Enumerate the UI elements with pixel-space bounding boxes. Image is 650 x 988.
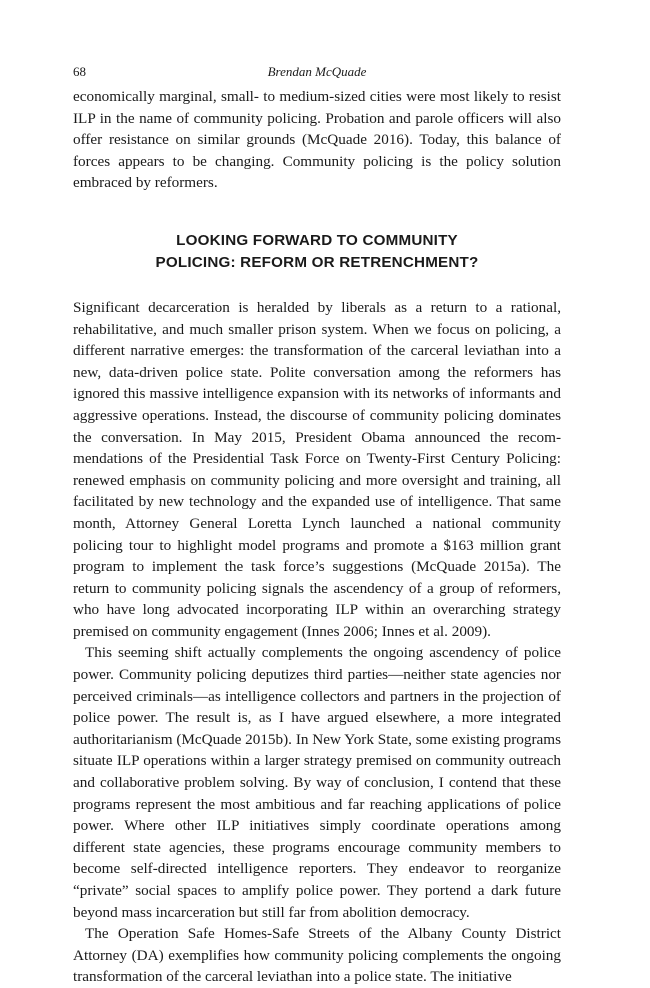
paragraph-2: This seeming shift actually complements the ongoing ascendency of police power. Community policing deputizes third parties—neither state agencies nor perceived criminals—as intelligence collectors and partners in the projection of police power. The result is, as I have argued elsewhere, a more integrated authoritarianism (McQuade 2015b). In New York State, some existing programs situate ILP operations within a larger strategy premised on community outreach and collaborative problem solving. By way of conclusion, I contend that these programs represent the most ambitious and far reaching applications of police power. Where other ILP initiatives simply coordinate operations among different state agencies, these programs encourage community members to become self-directed intelligence reporters. They endeavor to reorganize “private” social spaces to amplify police power. They portend a dark future beyond mass incarceration but still far from abolition democracy. bbox=[73, 644, 561, 921]
running-header bbox=[73, 64, 561, 86]
page-number: 68 bbox=[73, 64, 86, 79]
paragraph-1: Significant decarceration is heralded by liberals as a return to a rational, rehabilitative, and much smaller prison system. When we focus on policing, a different narrative emerges: the transformation of the carceral leviathan into a new, data-driven police state. Polite conversation among the reformers has ignored this massive intelligence expansion with its networks of informants and aggressive operations. Instead, the discourse of community policing dominates the conversation. In May 2015, President Obama announced the recommendations of the Presidential Task Force on Twenty-First Century Policing: renewed emphasis on community policing and more oversight and training, all facilitated by new technology and the expanded use of intelligence. That same month, Attorney General Loretta Lynch launched a national community policing tour to highlight model programs and promote a $163 million grant program to implement the task force’s suggestions (McQuade 2015a). The return to community policing signals the ascendency of a group of reformers, who have long advocated incorporating ILP within an overarching strategy premised on community engagement (Innes 2006; Innes et al. 2009). bbox=[73, 298, 561, 640]
section-heading-line-1: LOOKING FORWARD TO COMMUNITY bbox=[176, 231, 458, 249]
book-page bbox=[73, 64, 561, 988]
running-title: Brendan McQuade bbox=[267, 64, 367, 79]
section-heading-line-2: POLICING: REFORM OR RETRENCHMENT? bbox=[155, 253, 479, 271]
paragraph-intro: economically marginal, small- to medium-sized cities were most likely to resist ILP in the name of community policing. Probation and parole officers will also offer resistance on similar grounds (McQuade 2016). Today, this balance of forces appears to be changing. Community policing is the policy solution embraced by reformers. bbox=[73, 88, 561, 192]
paragraph-3: The Operation Safe Homes-Safe Streets of the Albany County District Attorney (DA) exemplifies how community policing complements the ongoing transformation of the carceral leviathan into a police state. The initiative bbox=[73, 925, 561, 986]
section-heading bbox=[73, 230, 561, 274]
